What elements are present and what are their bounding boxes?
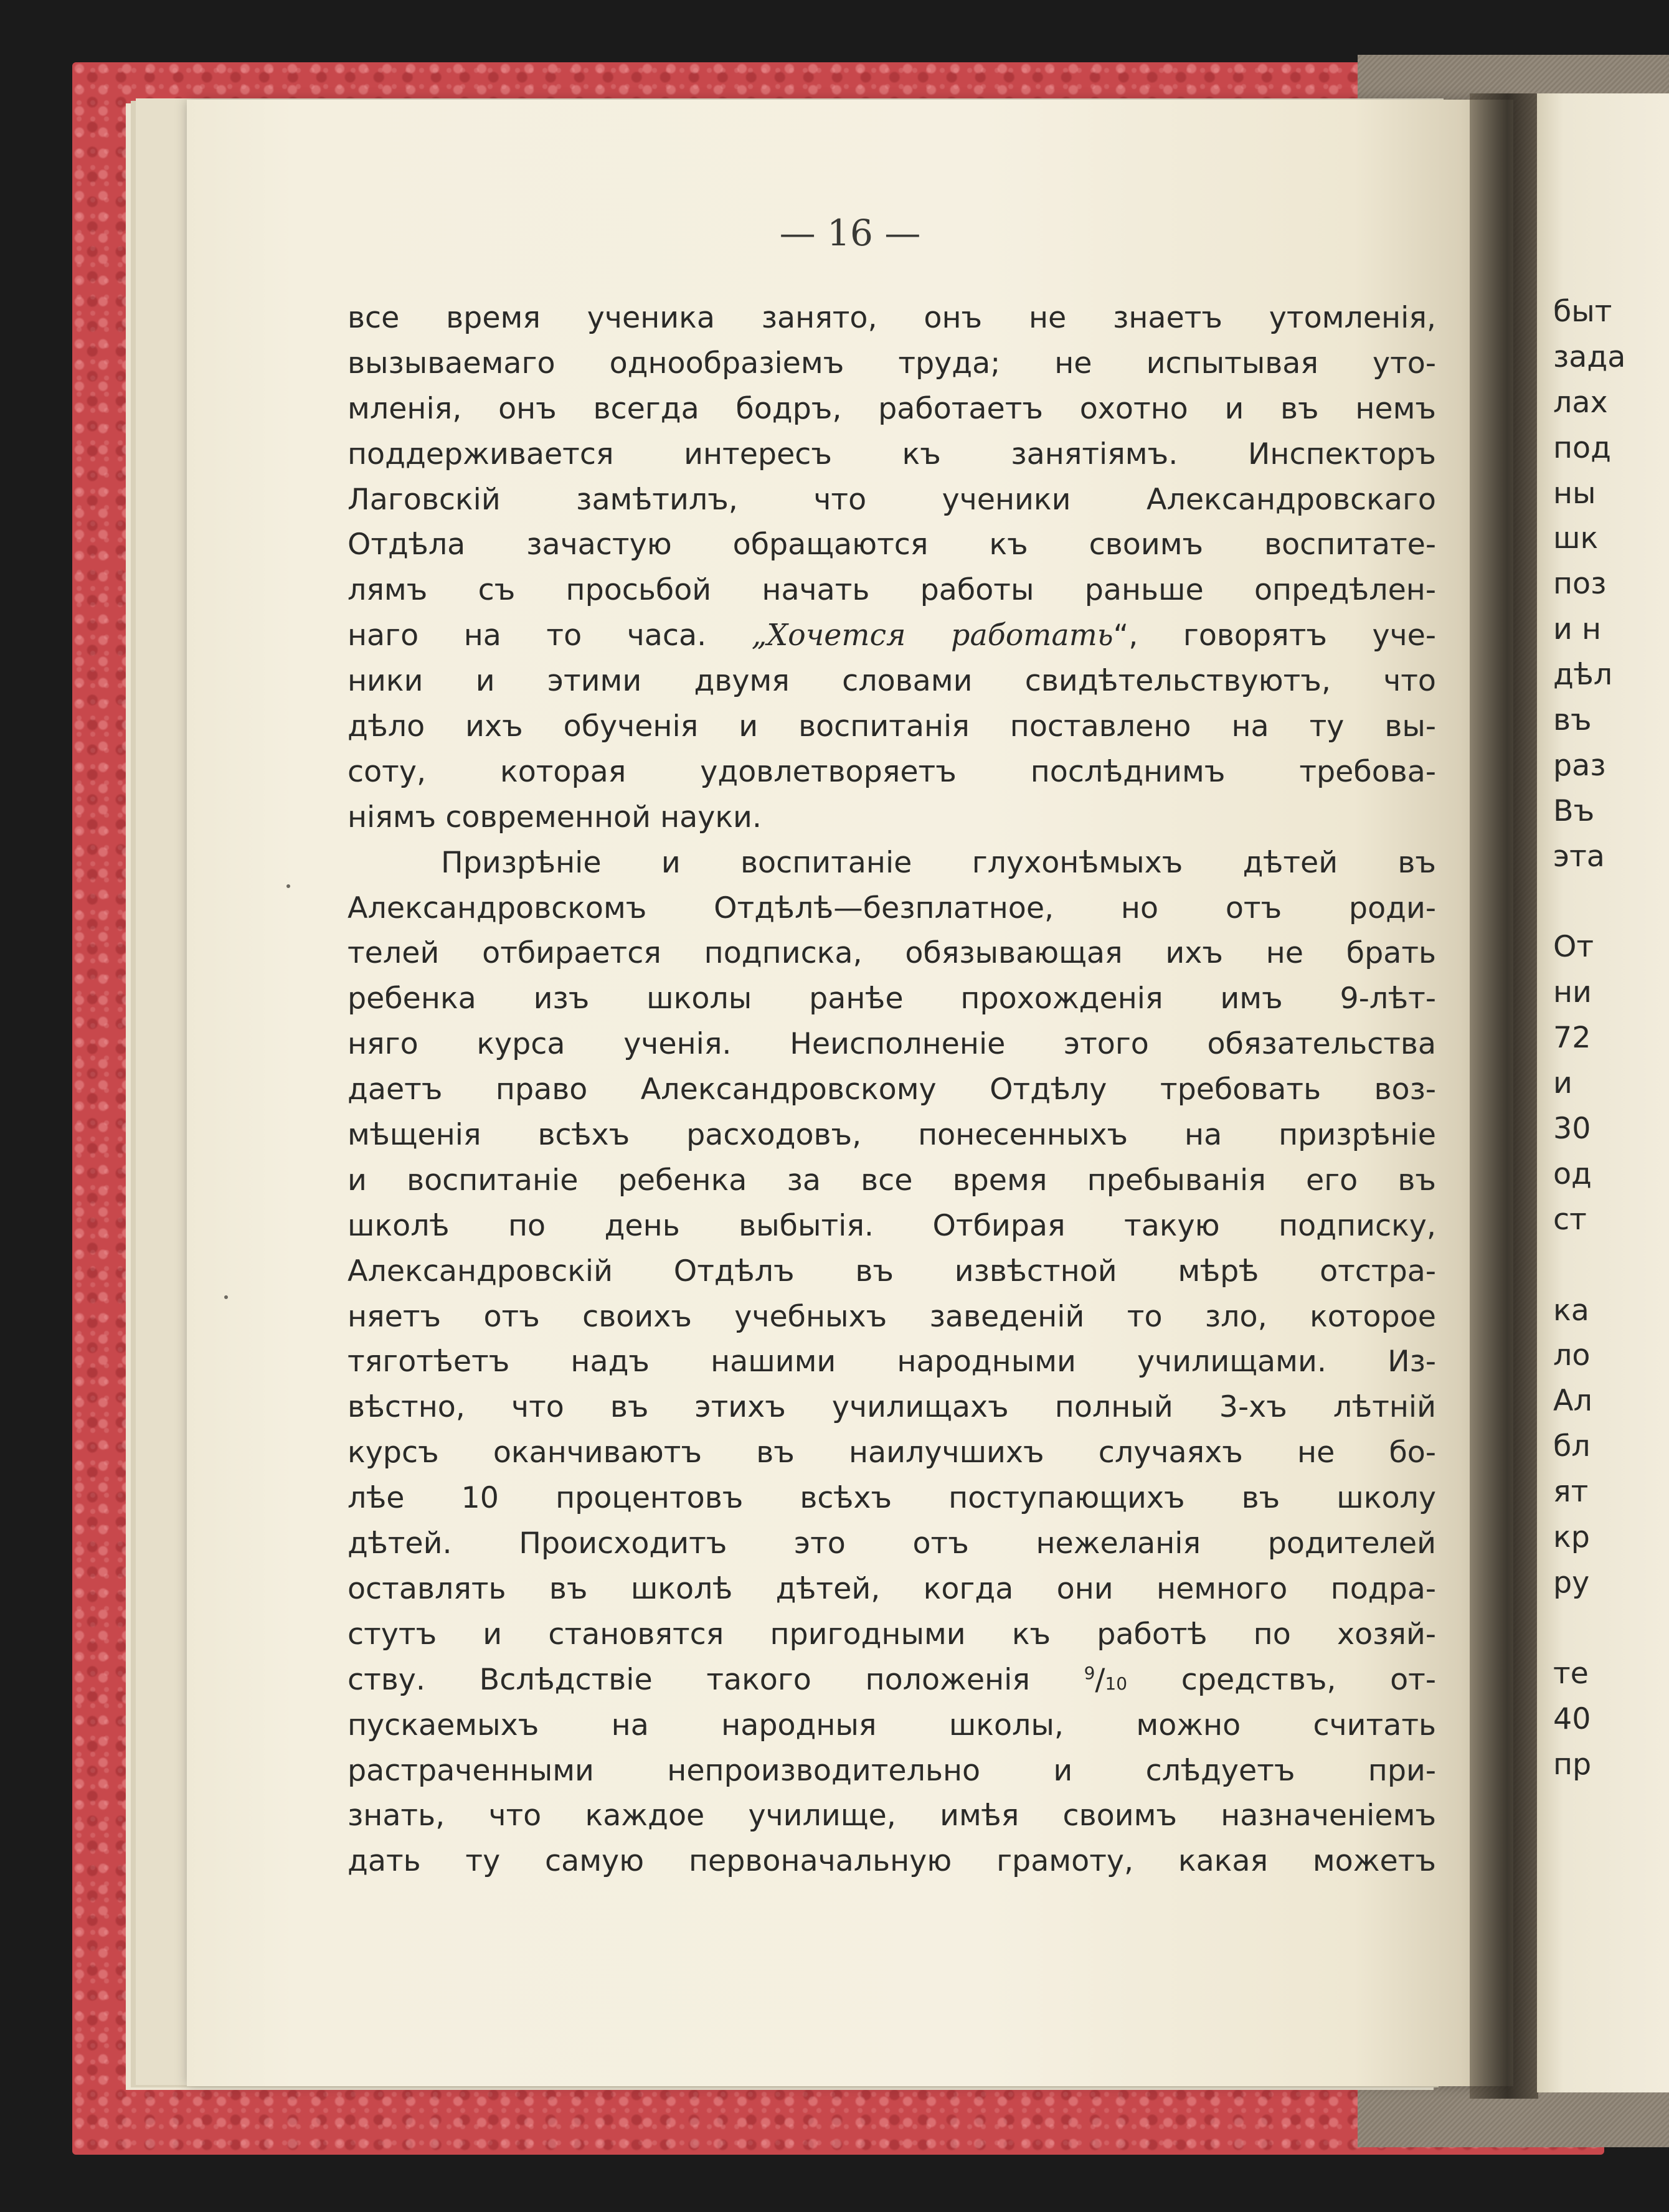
text-line: ники и этими двумя словами свидѣтельствуютъ, что (348, 664, 1436, 699)
right-page-fragment: 40 (1553, 1701, 1591, 1736)
text-span: наго на то часа. (348, 618, 752, 653)
ink-speck (224, 1295, 228, 1299)
quote-open: „ (751, 618, 767, 653)
text-line: курсъ оканчиваютъ въ наилучшихъ случаяхъ не бо- (348, 1435, 1436, 1470)
right-page-fragment: кр (1553, 1520, 1590, 1555)
text-line: растраченными непроизводительно и слѣдуетъ при- (348, 1753, 1436, 1788)
fraction-numerator: 9 (1084, 1662, 1095, 1683)
text-line: лямъ съ просьбой начать работы раньше опредѣлен- (348, 573, 1436, 608)
text-line: даетъ право Александровскому Отдѣлу требовать воз- (348, 1072, 1436, 1107)
text-line: няго курса ученія. Неисполненіе этого обязательства (348, 1027, 1436, 1062)
text-line: все время ученика занято, онъ не знаетъ утомленія, (348, 301, 1436, 335)
text-line: поддерживается интересъ къ занятіямъ. Инспекторъ (348, 437, 1436, 471)
text-span: ству. Вслѣдствіе такого положенія (348, 1662, 1084, 1697)
text-line: тяготѣетъ надъ нашими народными училищами. Из- (348, 1345, 1436, 1379)
text-line: дѣтей. Происходитъ это отъ нежеланія родителей (348, 1526, 1436, 1561)
text-line: Отдѣла зачастую обращаются къ своимъ воспитате- (348, 527, 1436, 562)
text-line: Лаговскій замѣтилъ, что ученики Александровскаго (348, 482, 1436, 517)
fraction-denominator: 10 (1105, 1673, 1128, 1694)
text-line: дѣло ихъ обученія и воспитанія поставлено на ту вы- (348, 709, 1436, 744)
text-line: соту, которая удовлетворяетъ послѣднимъ требова- (348, 754, 1436, 789)
right-page-fragment: и (1553, 1066, 1572, 1101)
right-page-fragment: въ (1553, 703, 1592, 738)
text-line: вызываемаго однообразіемъ труда; не испытывая уто- (348, 346, 1436, 380)
page-number: — 16 — (779, 212, 921, 254)
text-line: мленія, онъ всегда бодръ, работаетъ охотно и въ немъ (348, 391, 1436, 426)
text-line-fraction (348, 1658, 1436, 1703)
right-page-fragment: Ал (1553, 1384, 1592, 1419)
right-page-fragment: 72 (1553, 1021, 1591, 1056)
right-page-fragment: ло (1553, 1338, 1591, 1373)
right-page-fragment: ст (1553, 1202, 1587, 1237)
ink-speck (286, 884, 290, 888)
text-line: пускаемыхъ на народныя школы, можно считать (348, 1708, 1436, 1742)
right-page-fragment: зада (1553, 339, 1626, 374)
text-line: Александровскій Отдѣлъ въ извѣстной мѣрѣ отстра- (348, 1254, 1436, 1288)
text-line: стутъ и становятся пригодными къ работѣ по хозяй- (348, 1617, 1436, 1652)
text-line: ребенка изъ школы ранѣе прохожденія имъ 9-лѣт- (348, 981, 1436, 1016)
right-page-fragment: ни (1553, 975, 1592, 1010)
body-text (348, 296, 1436, 1884)
right-page-fragment: те (1553, 1656, 1589, 1691)
right-page-fragment: од (1553, 1156, 1592, 1191)
right-page-fragment: и н (1553, 612, 1602, 647)
text-line: ніямъ современной науки. (348, 800, 762, 834)
right-page-fragment: бл (1553, 1429, 1591, 1464)
text-line: школѣ по день выбытія. Отбирая такую подписку, (348, 1208, 1436, 1243)
text-line: мѣщенія всѣхъ расходовъ, понесенныхъ на призрѣніе (348, 1118, 1436, 1153)
text-line: вѣстно, что въ этихъ училищахъ полный 3-хъ лѣтній (348, 1390, 1436, 1425)
quote-close: “ (1113, 618, 1129, 653)
text-line: лѣе 10 процентовъ всѣхъ поступающихъ въ школу (348, 1481, 1436, 1516)
right-page (1537, 93, 1669, 2092)
text-line: знать, что каждое училище, имѣя своимъ назначеніемъ (348, 1798, 1436, 1833)
text-line: дать ту самую первоначальную грамоту, какая можетъ (348, 1844, 1436, 1879)
right-page-fragment: быт (1553, 295, 1612, 329)
text-span: , говорятъ уче- (1128, 618, 1436, 653)
text-line: и воспитаніе ребенка за все время пребыванія его въ (348, 1163, 1436, 1198)
right-page-fragment: ру (1553, 1565, 1590, 1600)
right-page-fragment: От (1553, 930, 1594, 965)
right-page-fragment: шк (1553, 521, 1599, 556)
text-line-quote (348, 613, 1436, 659)
text-line: Александровскомъ Отдѣлѣ—безплатное, но отъ роди- (348, 891, 1436, 925)
text-line-indent: Призрѣніе и воспитаніе глухонѣмыхъ дѣтей въ (441, 845, 1436, 880)
fraction-slash: / (1095, 1662, 1105, 1697)
right-page-fragment (1553, 1243, 1625, 1288)
right-page-fragment: эта (1553, 839, 1605, 874)
right-page-fragment: поз (1553, 567, 1607, 602)
right-page-fragment: ны (1553, 476, 1596, 511)
right-page-fragment: под (1553, 430, 1611, 465)
italic-quote: Хочется работать (767, 618, 1113, 653)
right-page-fragment: дѣл (1553, 658, 1613, 692)
right-page-fragment: ят (1553, 1475, 1589, 1510)
right-page-fragment: Въ (1553, 793, 1595, 828)
right-page-fragment: пр (1553, 1747, 1592, 1782)
text-line: няетъ отъ своихъ учебныхъ заведеній то зло, которое (348, 1299, 1436, 1334)
right-page-fragment: ка (1553, 1293, 1589, 1328)
right-page-fragment (1553, 880, 1625, 925)
right-page-text (1553, 290, 1625, 1787)
text-line: телей отбирается подписка, обязывающая ихъ не брать (348, 936, 1436, 971)
right-page-fragment: раз (1553, 748, 1606, 783)
text-line: оставлять въ школѣ дѣтей, когда они немного подра- (348, 1571, 1436, 1606)
book-gutter (1470, 93, 1538, 2099)
right-page-fragment (1553, 1606, 1625, 1652)
right-page-fragment: 30 (1553, 1112, 1591, 1146)
right-page-fragment: лах (1553, 385, 1608, 420)
text-span: средствъ, от- (1127, 1662, 1436, 1697)
